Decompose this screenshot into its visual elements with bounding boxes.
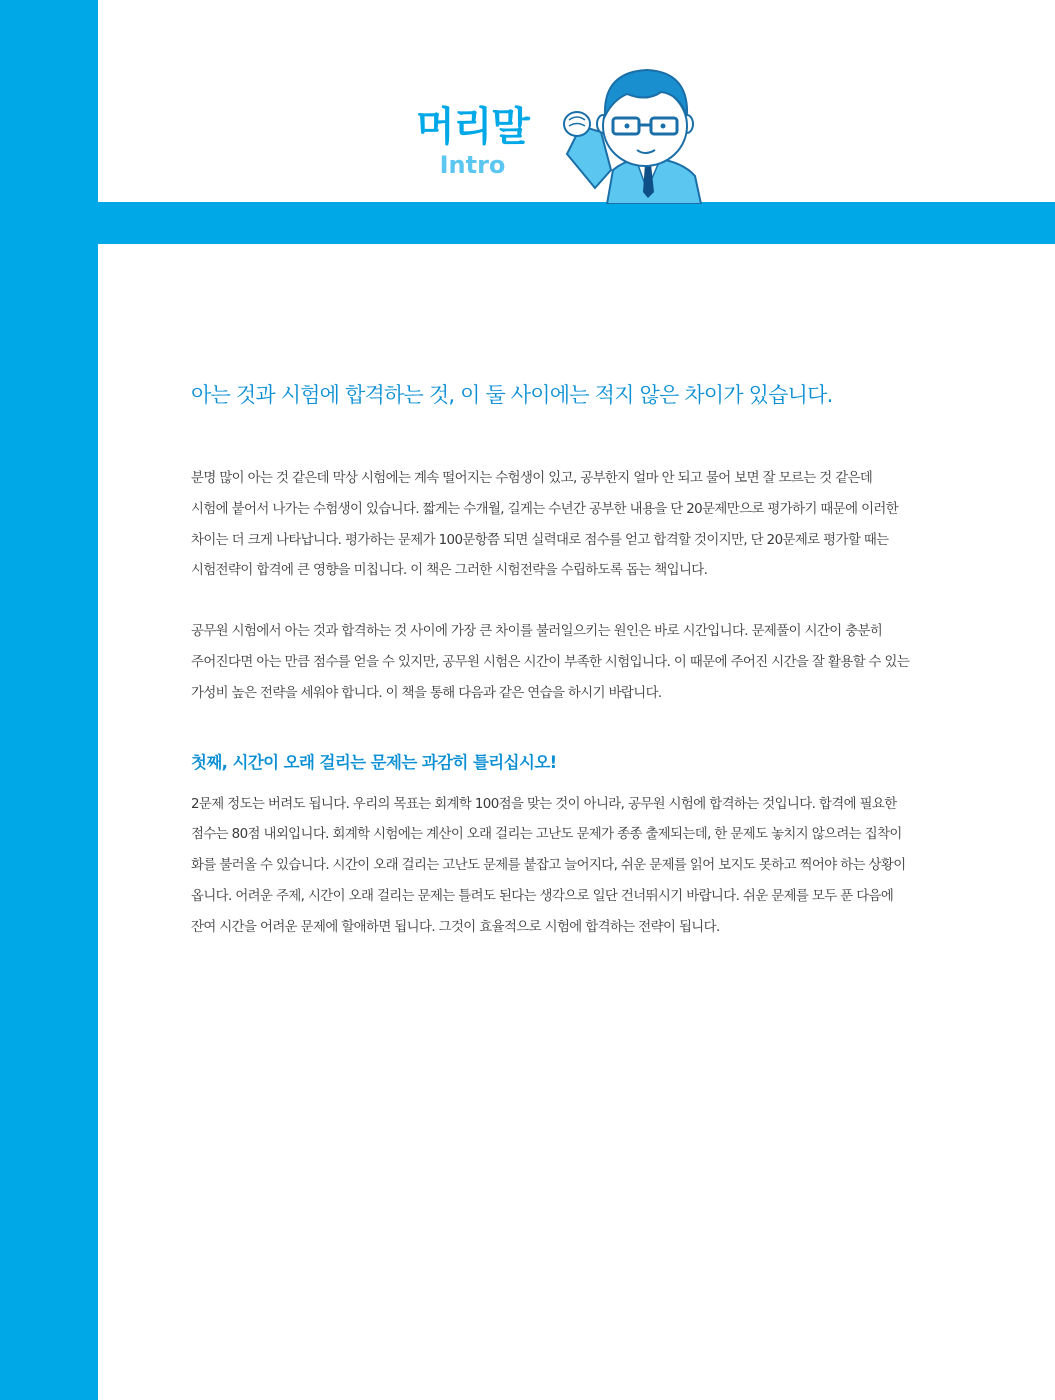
header-divider-band — [98, 202, 1055, 244]
intro-paragraph-2: 공무원 시험에서 아는 것과 합격하는 것 사이에 가장 큰 차이를 불러일으키는 원인은 바로 시간입니다. 문제풀이 시간이 충분히 주어진다면 아는 만큼 점수를 얻을 수 있지만, 공무원 시험은 시간이 부족한 시험입니다. 이 때문에 주어진 시간을 잘 활용할 수 있는 가성비 높은 전략을 세워야 합니다. 이 책을 통해 다음과 같은 연습을 하시기 바랍니다. — [191, 624, 910, 701]
left-accent-band — [0, 0, 98, 1400]
businessman-mascot-icon — [555, 58, 705, 204]
intro-content — [191, 376, 911, 944]
page-title: 머리말 — [416, 104, 529, 150]
intro-paragraph-1: 분명 많이 아는 것 같은데 막상 시험에는 계속 떨어지는 수험생이 있고, 공부한지 얼마 안 되고 물어 보면 잘 모르는 것 같은데 시험에 붙어서 나가는 수험생이 있습니다. 짧게는 수개월, 길게는 수년간 공부한 내용을 단 20문제만으로 평가하기 때문에 이러한 차이는 더 크게 나타납니다. 평가하는 문제가 100문항쯤 되면 실력대로 점수를 얻고 합격할 것이지만, 단 20문제로 평가할 때는 시험전략이 합격에 큰 영향을 미칩니다. 이 책은 그러한 시험전략을 수립하도록 돕는 책입니다. — [191, 471, 899, 579]
intro-headline: 아는 것과 시험에 합격하는 것, 이 둘 사이에는 적지 않은 차이가 있습니다. — [191, 383, 833, 407]
page-subtitle: Intro — [439, 151, 506, 179]
section-heading-first: 첫째, 시간이 오래 걸리는 문제는 과감히 틀리십시오! — [191, 752, 557, 772]
intro-paragraph-3: 2문제 정도는 버려도 됩니다. 우리의 목표는 회계학 100점을 맞는 것이 아니라, 공무원 시험에 합격하는 것입니다. 합격에 필요한 점수는 80점 내외입니다. 회계학 시험에는 계산이 오래 걸리는 고난도 문제가 종종 출제되는데, 한 문제도 놓치지 않으려는 집착이 화를 불러올 수 있습니다. 시간이 오래 걸리는 고난도 문제를 붙잡고 늘어지다, 쉬운 문제를 읽어 보지도 못하고 찍어야 하는 상황이 옵니다. 어려운 주제, 시간이 오래 걸리는 문제는 틀려도 된다는 생각으로 일단 건너뛰시기 바랍니다. 쉬운 문제를 모두 푼 다음에 잔여 시간을 어려운 문제에 할애하면 됩니다. 그것이 효율적으로 시험에 합격하는 전략이 됩니다. — [191, 796, 906, 935]
page-title-block — [405, 104, 540, 178]
